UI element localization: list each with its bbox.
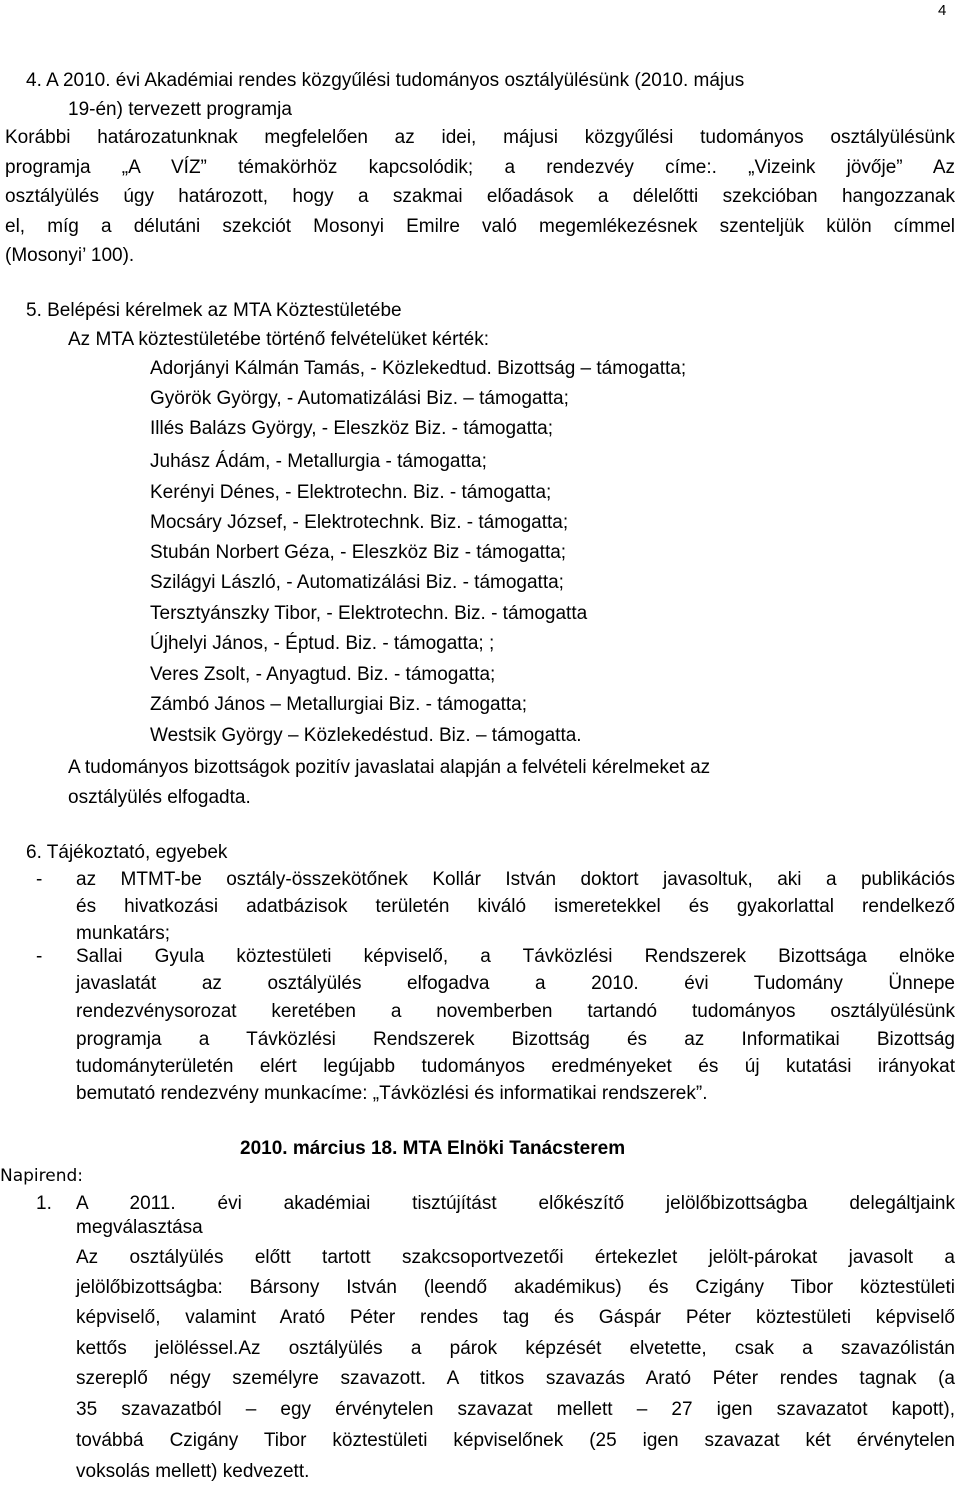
bullet-2-line: bemutató rendezvény munkacíme: „Távközlési és informatikai rendszerek”. [76, 1083, 708, 1104]
section-4-paragraph-line: Korábbi határozatunknak megfelelően az idei, májusi közgyűlési tudományos osztályülésünk [5, 127, 955, 148]
agenda-item-body-line: Az osztályülés előtt tartott szakcsoportvezetői értekezlet jelölt-párokat javasolt a [76, 1247, 955, 1268]
applicant-item: Zámbó János – Metallurgiai Biz. - támogatta; [150, 694, 528, 715]
agenda-item-body-line: 35 szavazatból – egy érvénytelen szavazat mellett – 27 igen szavazatot kapott), [76, 1399, 955, 1420]
agenda-item-title: A 2011. évi akadémiai tisztújítást előkészítő jelölőbizottságba delegáltjaink [76, 1193, 955, 1214]
agenda-item-number: 1. [36, 1193, 52, 1214]
agenda-item-body-line: voksolás mellett) kedvezett. [76, 1461, 310, 1482]
applicant-item: Stubán Norbert Géza, - Eleszköz Biz - támogatta; [150, 542, 567, 563]
applicant-item: Westsik György – Közlekedéstud. Biz. – támogatta. [150, 725, 582, 746]
agenda-item-title-cont: megválasztása [76, 1217, 203, 1238]
section-5-heading: 5. Belépési kérelmek az MTA Köztestületébe [26, 300, 402, 321]
applicant-item: Szilágyi László, - Automatizálási Biz. - támogatta; [150, 572, 564, 593]
applicant-item: Újhelyi János, - Éptud. Biz. - támogatta; ; [150, 633, 495, 654]
agenda-item-body-line: képviselő, valamint Arató Péter rendes tag és Gáspár Péter köztestületi képviselő [76, 1307, 955, 1328]
section-4-paragraph-line: (Mosonyi’ 100). [5, 245, 135, 266]
bullet-2-line: programja a Távközlési Rendszerek Bizottság és az Informatikai Bizottság [76, 1029, 955, 1050]
applicant-item: Veres Zsolt, - Anyagtud. Biz. - támogatta; [150, 664, 496, 685]
applicant-item: Juhász Ádám, - Metallurgia - támogatta; [150, 451, 487, 472]
applicant-item: Illés Balázs György, - Eleszköz Biz. - támogatta; [150, 418, 554, 439]
bullet-1-line: munkatárs; [76, 923, 170, 944]
bullet-2-line: Sallai Gyula köztestületi képviselő, a Távközlési Rendszerek Bizottsága elnöke [76, 946, 955, 967]
bullet-2-line: javaslatát az osztályülés elfogadva a 2010. évi Tudomány Ünnepe [76, 973, 955, 994]
section-4-heading: 4. A 2010. évi Akadémiai rendes közgyűlési tudományos osztályülésünk (2010. május [26, 70, 745, 91]
section-4-paragraph-line: programja „A VÍZ” témakörhöz kapcsolódik; a rendezvéy címe:. „Vizeink jövője” Az [5, 157, 955, 178]
bullet-1-line: az MTMT-be osztály-összekötőnek Kollár István doktort javasoltuk, aki a publikációs [76, 869, 955, 890]
bullet-dash: - [36, 869, 43, 890]
bullet-2-line: rendezvénysorozat keretében a novemberben tartandó tudományos osztályülésünk [76, 1001, 955, 1022]
section-6-heading: 6. Tájékoztató, egyebek [26, 842, 228, 863]
agenda-item-body-line: kettős jelöléssel.Az osztályülés a párok képzését elvetette, csak a szavazólistán [76, 1338, 955, 1359]
section-4-paragraph-line: el, míg a délutáni szekciót Mosonyi Emilre való megemlékezésnek szenteljük külön címmel [5, 216, 955, 237]
meeting-title: 2010. március 18. MTA Elnöki Tanácsterem [240, 1138, 626, 1159]
agenda-item-body-line: jelölőbizottságba: Bársony István (leendő akadémikus) és Czigány Tibor köztestületi [76, 1277, 955, 1298]
agenda-item-body-line: szereplő négy személyre szavazott. A titkos szavazás Arató Péter rendes tagnak (a [76, 1368, 955, 1389]
section-5-conclusion-cont: osztályülés elfogadta. [68, 787, 251, 808]
section-4-heading-cont: 19-én) tervezett programja [68, 99, 292, 120]
applicant-item: Györök György, - Automatizálási Biz. – támogatta; [150, 388, 569, 409]
applicant-item: Adorjányi Kálmán Tamás, - Közlekedtud. Bizottság – támogatta; [150, 358, 687, 379]
applicant-item: Kerényi Dénes, - Elektrotechn. Biz. - támogatta; [150, 482, 552, 503]
section-5-conclusion: A tudományos bizottságok pozitív javaslatai alapján a felvételi kérelmeket az [68, 757, 711, 778]
bullet-dash: - [36, 946, 43, 967]
agenda-label: Napirend: [0, 1166, 84, 1186]
applicant-item: Tersztyánszky Tibor, - Elektrotechn. Biz. - támogatta [150, 603, 588, 624]
agenda-item-body-line: továbbá Czigány Tibor köztestületi képviselőnek (25 igen szavazat két érvénytelen [76, 1430, 955, 1451]
page-number: 4 [938, 2, 947, 19]
section-4-paragraph-line: osztályülés úgy határozott, hogy a szakmai előadások a délelőtti szekcióban hangozzanak [5, 186, 955, 207]
section-5-intro: Az MTA köztestületébe történő felvételüket kérték: [68, 329, 490, 350]
applicant-item: Mocsáry József, - Elektrotechnk. Biz. - támogatta; [150, 512, 569, 533]
bullet-2-line: tudományterületén elért legújabb tudományos eredményeket és új kutatási irányokat [76, 1056, 955, 1077]
bullet-1-line: és hivatkozási adatbázisok területén kiváló ismeretekkel és gyakorlattal rendelkező [76, 896, 955, 917]
